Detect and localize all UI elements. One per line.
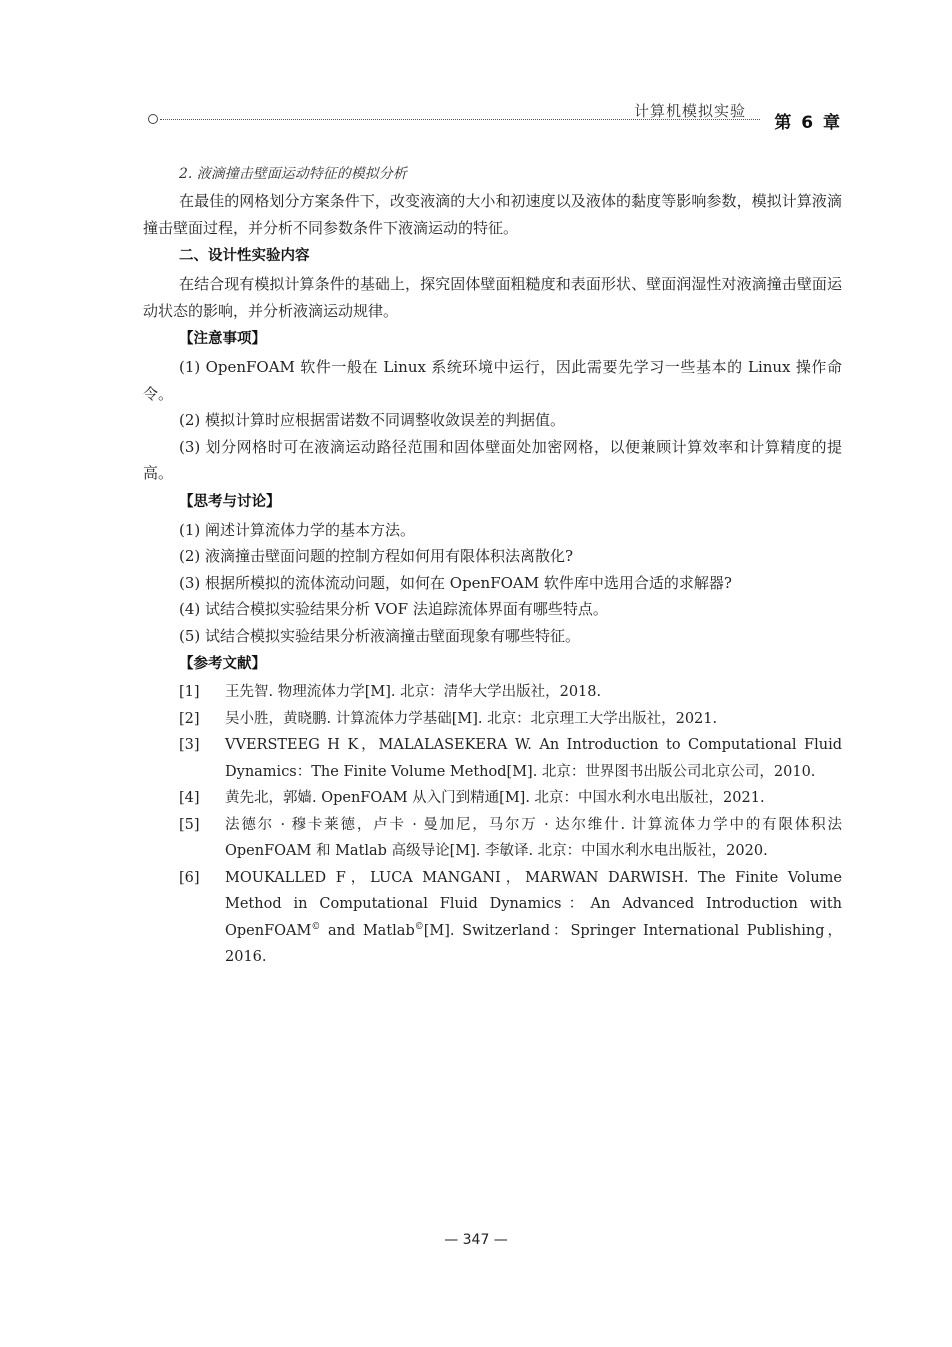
reference-text: [M]. Switzerland：Springer International Publishing，2016. [225,922,842,965]
subsection-title: 2. 液滴撞击壁面运动特征的模拟分析 [179,166,407,182]
discussion-item: (5) 试结合模拟实验结果分析液滴撞击壁面现象有哪些特征。 [179,626,581,645]
reference-text: 法德尔 · 穆卡莱德，卢卡 · 曼加尼，马尔万 · 达尔维什. 计算流体力学中的有限体积法 OpenFOAM 和 Matlab 高级导论[M]. 李敏译. 北京：中国水利水电出版社，2020. [225,816,842,859]
copyright-mark: © [414,921,424,932]
section-heading-design: 二、设计性实验内容 [179,248,310,264]
reference-number: [3] [179,737,200,753]
notes-heading: 【注意事项】 [179,331,266,347]
header-chapter-label: 第 6 章 [774,113,842,133]
reference-number: [6] [179,869,200,886]
note-item: (3) 划分网格时可在液滴运动路径范围和固体壁面处加密网格，以便兼顾计算效率和计算精度的提高。 [143,437,842,482]
header-section-title: 计算机模拟实验 [634,102,747,120]
reference-text: 王先智. 物理流体力学[M]. 北京：清华大学出版社，2018. [225,684,602,700]
references-heading: 【参考文献】 [179,656,266,672]
reference-text: 黄先北，郭嫱. OpenFOAM 从入门到精通[M]. 北京：中国水利水电出版社，2021. [225,790,765,806]
copyright-mark: © [311,921,321,932]
reference-text: VVERSTEEG H K，MALALASEKERA W. An Introduction to Computational Fluid Dynamics：The Finite Volume Method[M]. 北京：世界图书出版公司北京公司，2010. [225,737,842,780]
reference-item [143,785,842,812]
reference-item [143,706,842,733]
running-header [148,96,842,132]
discussion-item: (2) 液滴撞击壁面问题的控制方程如何用有限体积法离散化? [179,547,574,565]
reference-item [143,865,842,971]
reference-number: [5] [179,816,200,833]
reference-number: [1] [179,684,200,700]
paragraph: 在结合现有模拟计算条件的基础上，探究固体壁面粗糙度和表面形状、壁面润湿性对液滴撞击壁面运动状态的影响，并分析液滴运动规律。 [143,275,842,320]
reference-text: and Matlab [320,922,415,939]
reference-item [143,679,842,706]
discussion-item: (1) 阐述计算流体力学的基本方法。 [179,520,416,539]
reference-item [143,812,842,865]
discussion-item: (4) 试结合模拟实验结果分析 VOF 法追踪流体界面有哪些特点。 [179,600,608,618]
paragraph: 在最佳的网格划分方案条件下，改变液滴的大小和初速度以及液体的黏度等影响参数，模拟计算液滴撞击壁面过程，并分析不同参数条件下液滴运动的特征。 [143,192,842,237]
reference-item [143,732,842,785]
note-item: (1) OpenFOAM 软件一般在 Linux 系统环境中运行，因此需要先学习一些基本的 Linux 操作命令。 [143,358,842,403]
reference-number: [4] [179,790,200,806]
reference-number: [2] [179,710,200,727]
reference-text: MOUKALLED F，LUCA MANGANI，MARWAN DARWISH. The Finite Volume Method in Computational Fluid Dynamics：An Advanced Introduction with OpenFOAM [225,869,842,939]
discussion-heading: 【思考与讨论】 [179,493,281,510]
header-circle-ornament [148,114,158,124]
reference-text: 吴小胜，黄晓鹏. 计算流体力学基础[M]. 北京：北京理工大学出版社，2021. [225,710,718,727]
page-number: — 347 — [444,1232,508,1248]
discussion-item: (3) 根据所模拟的流体流动问题，如何在 OpenFOAM 软件库中选用合适的求解器? [179,573,732,592]
note-item: (2) 模拟计算时应根据雷诺数不同调整收敛误差的判据值。 [179,411,566,429]
page-body [143,160,842,971]
